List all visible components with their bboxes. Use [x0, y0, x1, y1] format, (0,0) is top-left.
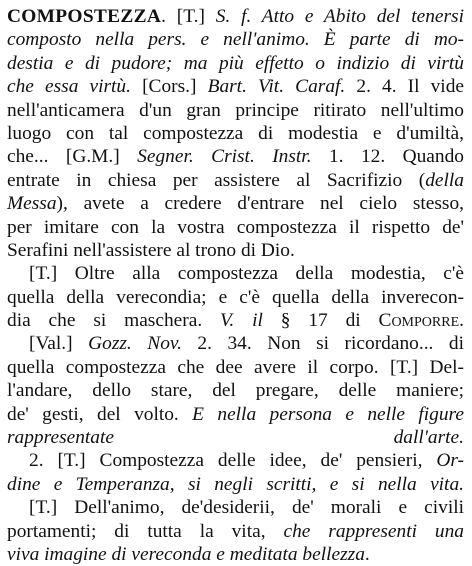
italic-text: Messa [7, 193, 57, 215]
text-segment: [T.] Dell'animo, de'desiderii, de' morali e civili [29, 497, 464, 519]
text-line [7, 145, 464, 168]
text-line [7, 403, 464, 426]
italic-text: viva imagine di vereconda e meditata bellezza [7, 543, 365, 565]
text-line [7, 332, 464, 355]
text-line [7, 216, 464, 239]
dictionary-entry-compostezza [7, 5, 464, 566]
text-line [7, 169, 464, 192]
text-line [7, 473, 464, 496]
text-line [7, 543, 464, 566]
text-segment: 1. 12. Quando [311, 146, 464, 168]
text-line [7, 75, 464, 98]
italic-text: Segner. Crist. Instr. [137, 146, 312, 168]
text-segment: entrate in chiesa per assistere al Sacrifizio ( [7, 169, 426, 191]
text-line [7, 309, 464, 332]
text-line [7, 426, 464, 449]
italic-text: Or- [436, 450, 464, 472]
text-segment: 2. 34. Non si ricordano... di [181, 333, 464, 355]
text-segment: Serafini nell'assistere al trono di Dio. [7, 239, 295, 261]
text-line [7, 239, 464, 262]
text-segment: luogo con tal compostezza di modestia e d'umiltà, [7, 122, 464, 144]
text-line [7, 379, 464, 402]
text-segment: de' gesti, del volto. [7, 403, 193, 425]
text-segment: [Val.] [29, 333, 89, 355]
text-line [7, 28, 464, 51]
text-segment: 2. [T.] Compostezza delle idee, de' pensieri, [29, 450, 437, 472]
text-segment: § 17 di [262, 310, 379, 332]
text-segment: quella della verecondia; e c'è quella della inverecon- [7, 286, 464, 308]
italic-text: che essa virtù. [7, 76, 131, 98]
text-line [7, 286, 464, 309]
text-line [7, 122, 464, 145]
italic-text: Gozz. Nov. [88, 333, 182, 355]
text-segment: 2. 4. Il vide [345, 76, 464, 98]
cross-reference: Comporre [378, 310, 460, 332]
text-segment: che... [G.M.] [7, 146, 138, 168]
italic-text: Bart. Vit. Caraf. [207, 76, 346, 98]
text-line [7, 192, 464, 215]
text-segment: nell'anticamera d'un gran principe ritirato nell'ultimo [7, 99, 464, 121]
italic-text: V. il [220, 310, 263, 332]
headword: COMPOSTEZZA [7, 6, 162, 27]
text-segment: per imitare con la vostra compostezza il rispetto de' [7, 216, 464, 238]
text-line [7, 356, 464, 379]
text-segment: [T.] Oltre alla compostezza della modestia, c'è [29, 263, 464, 285]
text-line [7, 5, 464, 28]
italic-text: destia e di pudore; ma più effetto o indizio di virtù [7, 52, 464, 74]
italic-text: dine e Temperanza, si negli scritti, e si nella vita. [7, 473, 464, 495]
italic-text: rappresentate dall'arte. [7, 427, 464, 449]
italic-text: che rappresenti una [283, 520, 464, 542]
text-line [7, 520, 464, 543]
text-segment: l'andare, dello stare, del pregare, delle maniere; [7, 380, 464, 402]
italic-text: S. f. Atto e Abito del tenersi [215, 6, 464, 27]
text-segment: . [364, 543, 370, 565]
italic-text: della [425, 169, 464, 191]
text-line [7, 99, 464, 122]
text-segment: . [459, 310, 464, 332]
text-line [7, 496, 464, 519]
text-segment: quella compostezza che dee avere il corpo. [T.] Del- [7, 356, 464, 378]
text-segment: dia che si maschera. [7, 310, 221, 332]
text-line [7, 262, 464, 285]
italic-text: composto nella pers. e nell'animo. È parte di mo- [7, 29, 464, 51]
text-line [7, 449, 464, 472]
text-segment: ), avete a credere d'entrare nel cielo stesso, [56, 193, 464, 215]
italic-text: E nella persona e nelle figure [192, 403, 464, 425]
text-segment: [Cors.] [130, 76, 208, 98]
text-segment: portamenti; di tutta la vita, [7, 520, 284, 542]
text-segment: . [T.] [161, 6, 216, 27]
text-line [7, 52, 464, 75]
